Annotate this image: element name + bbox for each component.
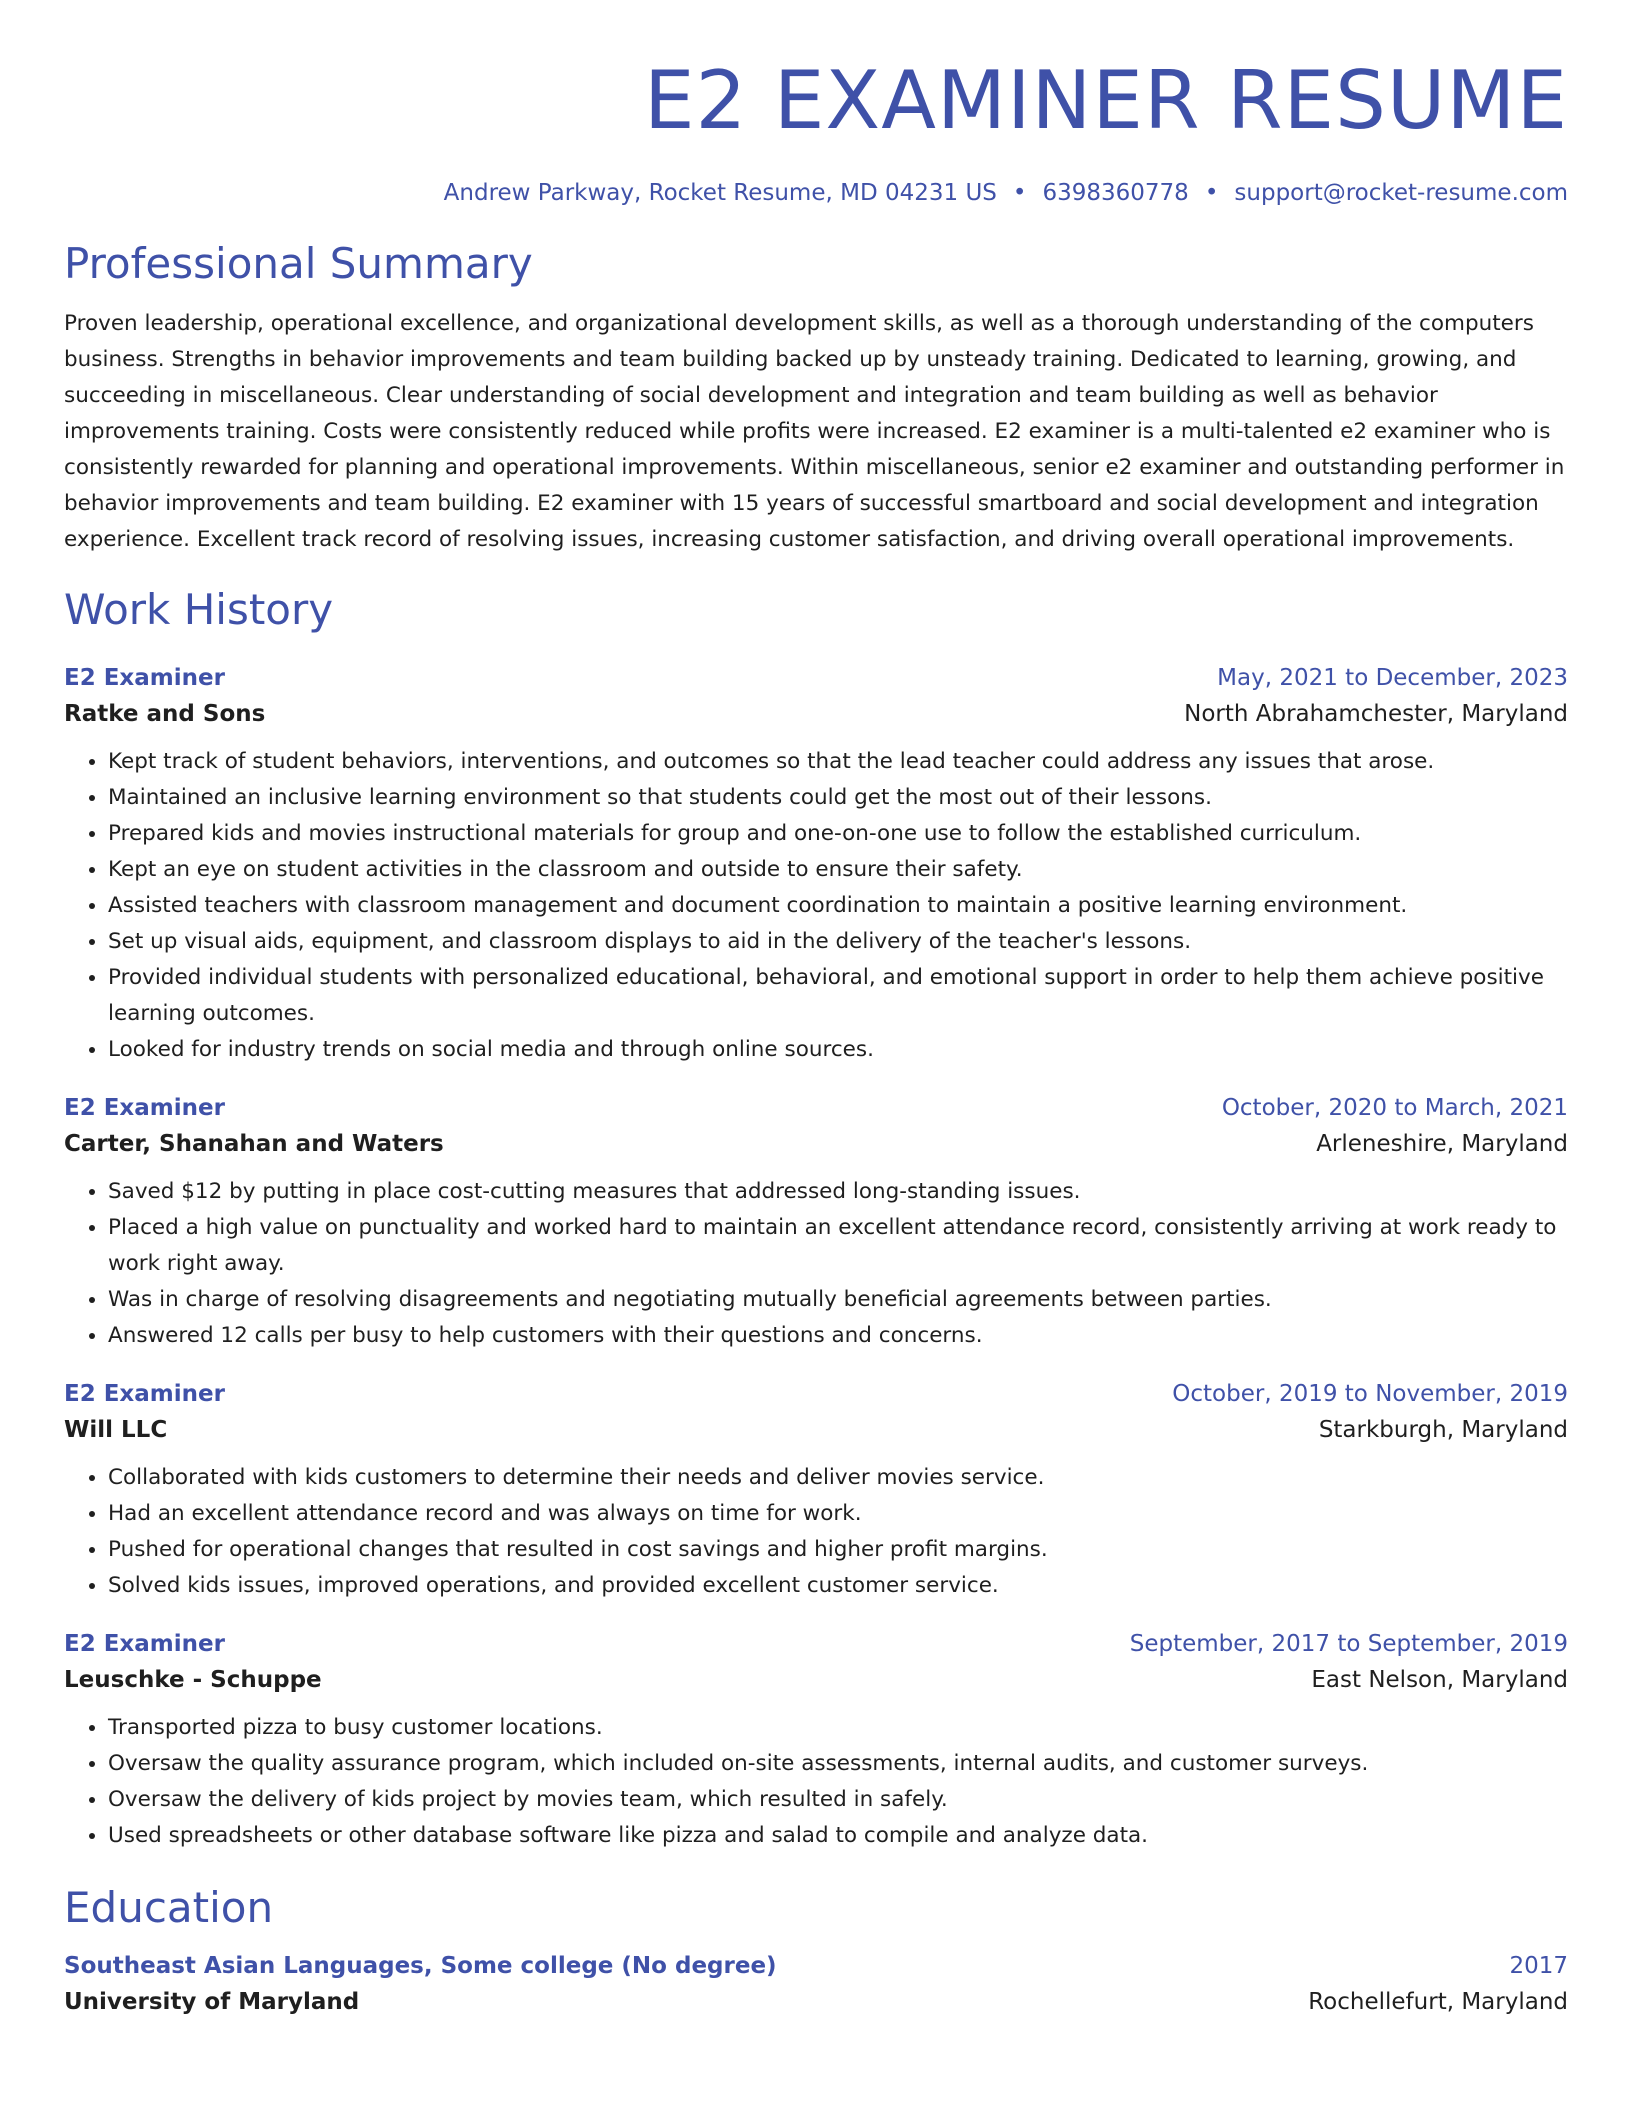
job-bullet: • Set up visual aids, equipment, and classroom displays to aid in the delivery of the teacher's lessons. (108, 924, 1568, 960)
job-bullet: • Looked for industry trends on social media and through online sources. (108, 1032, 1568, 1068)
job-bullet: • Placed a high value on punctuality and worked hard to maintain an excellent attendance record, consistently arriving at work ready to work right away. (108, 1210, 1568, 1282)
job-company: Leuschke - Schuppe (64, 1667, 322, 1693)
contact-address: Andrew Parkway, Rocket Resume, MD 04231 US (443, 180, 997, 206)
job-title: E2 Examiner (64, 1631, 225, 1657)
job-bullet: • Pushed for operational changes that resulted in cost savings and higher profit margins. (108, 1532, 1568, 1568)
job-bullet: • Had an excellent attendance record and was always on time for work. (108, 1496, 1568, 1532)
job-entry (64, 1378, 1568, 1604)
job-title-row (64, 1092, 1568, 1124)
summary-heading: Professional Summary (64, 239, 533, 288)
education-school-row (64, 1982, 1568, 2022)
job-location: North Abrahamchester, Maryland (1184, 701, 1568, 727)
job-bullet: • Oversaw the quality assurance program, which included on-site assessments, internal audits, and customer surveys. (108, 1746, 1568, 1782)
education-heading: Education (64, 1883, 274, 1932)
job-location: Arleneshire, Maryland (1316, 1131, 1568, 1157)
job-bullet: • Kept an eye on student activities in the classroom and outside to ensure their safety. (108, 852, 1568, 888)
job-bullet: • Saved $12 by putting in place cost-cutting measures that addressed long-standing issues. (108, 1174, 1568, 1210)
contact-email: support@rocket-resume.com (1234, 180, 1568, 206)
job-company: Ratke and Sons (64, 701, 266, 727)
job-bullet: • Provided individual students with personalized educational, behavioral, and emotional support in order to help them achieve positive learning outcomes. (108, 960, 1568, 1032)
job-title: E2 Examiner (64, 1381, 225, 1407)
job-title-row (64, 662, 1568, 694)
job-entry (64, 662, 1568, 1068)
job-dates: May, 2021 to December, 2023 (1217, 665, 1568, 691)
resume-title: E2 EXAMINER RESUME (643, 54, 1568, 147)
job-bullet: • Was in charge of resolving disagreements and negotiating mutually beneficial agreements between parties. (108, 1282, 1568, 1318)
job-bullet: • Oversaw the delivery of kids project by movies team, which resulted in safely. (108, 1782, 1568, 1818)
job-company: Carter, Shanahan and Waters (64, 1131, 444, 1157)
job-bullet: • Assisted teachers with classroom management and document coordination to maintain a positive learning environment. (108, 888, 1568, 924)
contact-line (64, 178, 1568, 208)
bullet-separator: • (1012, 180, 1027, 206)
job-bullet: • Kept track of student behaviors, interventions, and outcomes so that the lead teacher could address any issues that arose. (108, 744, 1568, 780)
job-company-row (64, 1660, 1568, 1700)
job-title: E2 Examiner (64, 665, 225, 691)
job-bullet: • Used spreadsheets or other database software like pizza and salad to compile and analyze data. (108, 1818, 1568, 1854)
job-dates: October, 2020 to March, 2021 (1221, 1095, 1568, 1121)
job-dates: September, 2017 to September, 2019 (1129, 1631, 1568, 1657)
job-dates: October, 2019 to November, 2019 (1172, 1381, 1568, 1407)
summary-text: Proven leadership, operational excellence, and organizational development skills, as well as a thorough understanding of the computers business. Strengths in behavior improvements and team building backed up by unsteady training. Dedicated to learning, growing, and succeeding in miscellaneous. Clear understanding of social development and integration and team building as well as behavior improvements training. Costs were consistently reduced while profits were increased. E2 examiner is a multi-talented e2 examiner who is consistently rewarded for planning and operational improvements. Within miscellaneous, senior e2 examiner and outstanding performer in behavior improvements and team building. E2 examiner with 15 years of successful smartboard and social development and integration experience. Excellent track record of resolving issues, increasing customer satisfaction, and driving overall operational improvements. (64, 311, 1565, 552)
job-location: East Nelson, Maryland (1311, 1667, 1568, 1693)
job-bullet: • Prepared kids and movies instructional materials for group and one-on-one use to follow the established curriculum. (108, 816, 1568, 852)
contact-phone: 6398360778 (1042, 180, 1189, 206)
job-title-row (64, 1378, 1568, 1410)
job-bullet: • Maintained an inclusive learning environment so that students could get the most out of their lessons. (108, 780, 1568, 816)
job-entry (64, 1628, 1568, 1854)
job-bullet: • Collaborated with kids customers to determine their needs and deliver movies service. (108, 1460, 1568, 1496)
education-degree-row (64, 1950, 1568, 1982)
education-entry (64, 1950, 1568, 2022)
job-bullets (64, 744, 1568, 1068)
job-location: Starkburgh, Maryland (1318, 1417, 1568, 1443)
work-history-heading: Work History (64, 585, 334, 634)
education-degree: Southeast Asian Languages, Some college (No degree) (64, 1953, 777, 1979)
job-title-row (64, 1628, 1568, 1660)
bullet-separator: • (1204, 180, 1219, 206)
education-year: 2017 (1509, 1953, 1568, 1979)
job-company-row (64, 694, 1568, 734)
job-bullet: • Answered 12 calls per busy to help customers with their questions and concerns. (108, 1318, 1568, 1354)
job-company-row (64, 1410, 1568, 1450)
education-school: University of Maryland (64, 1989, 360, 2015)
job-bullet: • Transported pizza to busy customer locations. (108, 1710, 1568, 1746)
job-company: Will LLC (64, 1417, 168, 1443)
job-company-row (64, 1124, 1568, 1164)
job-entry (64, 1092, 1568, 1354)
job-title: E2 Examiner (64, 1095, 225, 1121)
education-location: Rochellefurt, Maryland (1308, 1989, 1568, 2015)
job-bullets (64, 1710, 1568, 1854)
job-bullets (64, 1174, 1568, 1354)
job-bullets (64, 1460, 1568, 1604)
job-bullet: • Solved kids issues, improved operations, and provided excellent customer service. (108, 1568, 1568, 1604)
